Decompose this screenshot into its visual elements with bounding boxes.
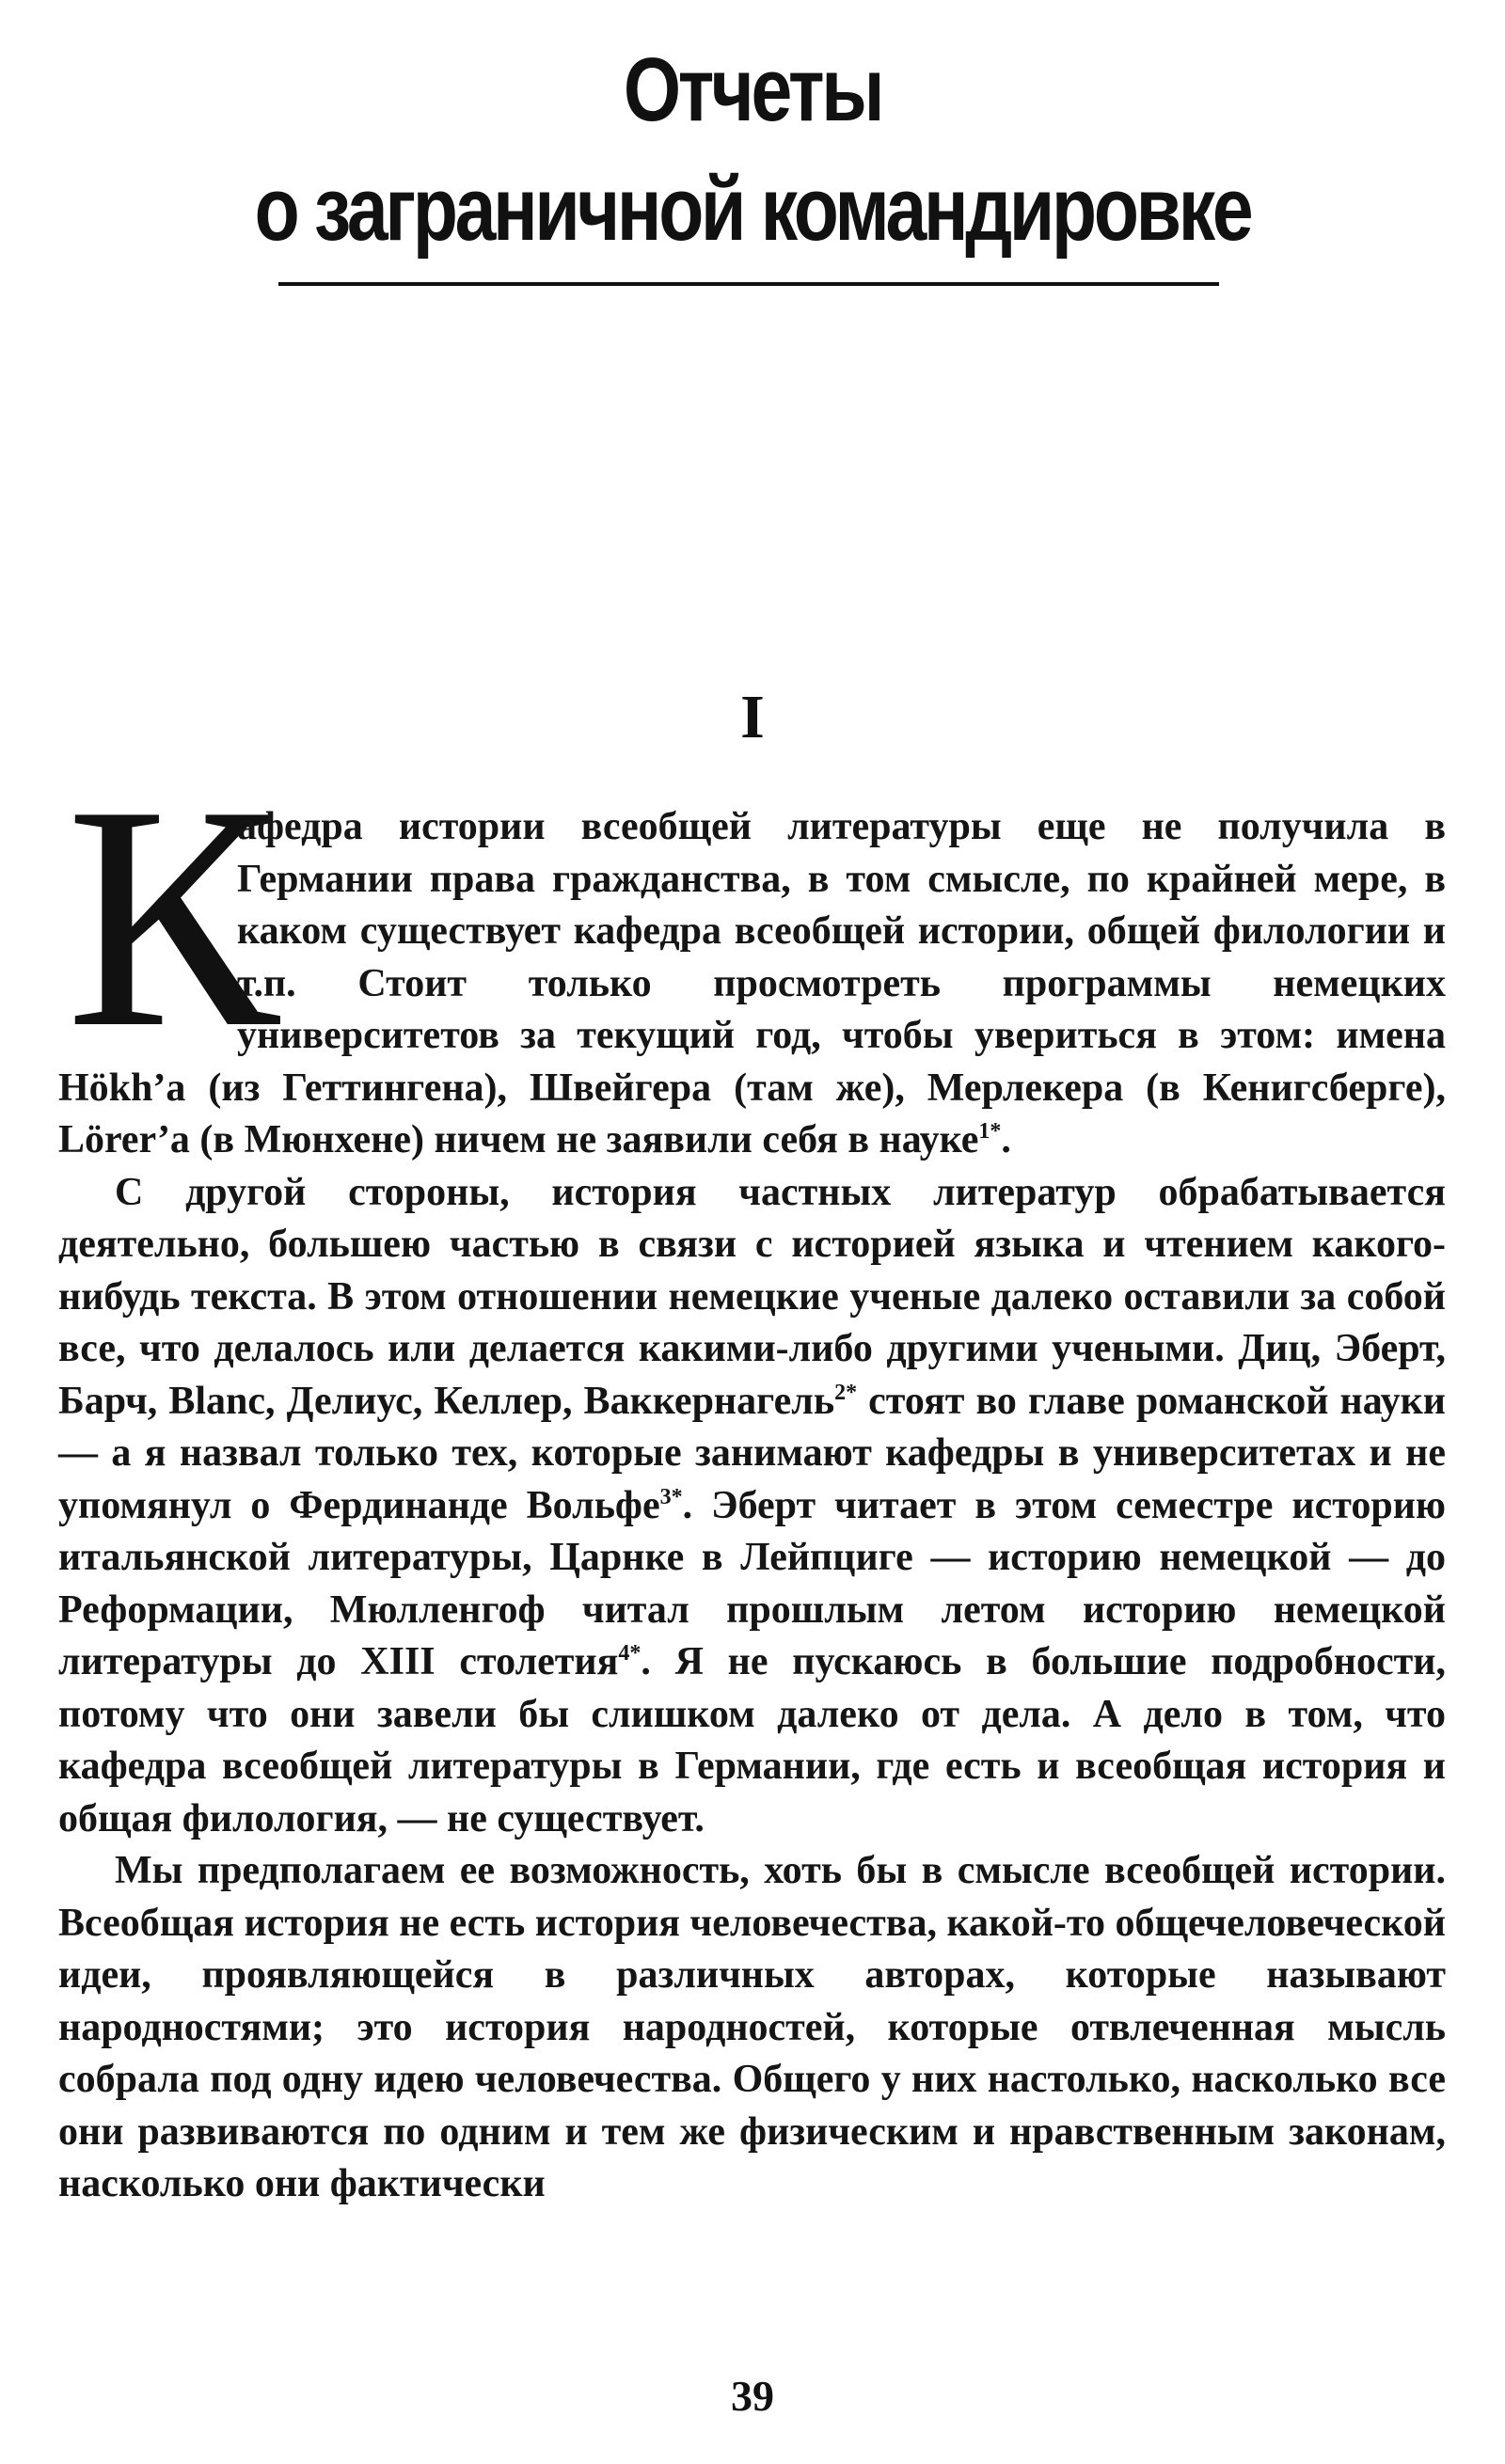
paragraph-2 (58, 1167, 1446, 1846)
paragraph-1 (58, 801, 1446, 1167)
paragraph-1-end: . (1001, 1118, 1011, 1161)
body-text (58, 801, 1446, 2211)
title-divider (278, 282, 1219, 286)
footnote-ref-1: 1* (978, 1119, 1002, 1144)
page-number: 39 (731, 2372, 774, 2420)
chapter-title-line-2: о заграничной командировке (254, 159, 1251, 260)
paragraph-1-text: афедра истории всеобщей литературы еще не получила в Германии права гражданства, в том смысле, по крайней мере, в каком существует кафедра всеобщей истории, общей филологии и т.п. Стоит только просмотреть программы немецких университетов за текущий год, чтобы увериться в этом: имена Hökh’a (из Геттингена), Швейгера (там же), Мерлекера (в Кенигсберге), Lörer’a (в Мюнхене) ничем не заявили себя в науке (58, 805, 1446, 1161)
footnote-ref-4: 4* (618, 1641, 642, 1666)
drop-cap: К (66, 739, 279, 1094)
drop-cap-space (58, 801, 237, 1050)
chapter-title-line-1: Отчеты (623, 39, 882, 140)
section-number: I (740, 683, 765, 751)
paragraph-2-text-d: . Я не пускаюсь в большие подробности, потому что они завели бы слишком далеко от дела. А дело в том, что кафедра всеобщей литературы в Германии, где есть и всеобщая история и общая филология, — не существует. (58, 1640, 1446, 1840)
footnote-ref-2: 2* (834, 1380, 858, 1405)
footnote-ref-3: 3* (659, 1484, 683, 1509)
paragraph-2-text-a: С другой стороны, история частных литератур обрабатывается деятельно, большею частью в связи с историей языка и чтением какого-нибудь текста. В этом отношении немецкие ученые далеко оставили за собой все, что делалось или делается какими-либо другими учеными. Диц, Эберт, Барч, Blanc, Делиус, Келлер, Ваккернагель (58, 1170, 1446, 1423)
paragraph-3: Мы предполагаем ее возможность, хоть бы в смысле всеобщей истории. Всеобщая история не есть история человечества, какой-то общечеловеческой идеи, проявляющейся в различных авторах, которые называют народностями; это история народностей, которые отвлеченная мысль собрала под одну идею человечества. Общего у них настолько, насколько все они развиваются по одним и тем же физическим и нравственным законам, насколько они фактически (58, 1849, 1446, 2205)
paragraph-2-text-c: . Эберт читает в этом семестре историю итальянской литературы, Царнке в Лейпциге — историю немецкой — до Реформации, Мюлленгоф читал прошлым летом историю немецкой литературы до XIII столетия (58, 1483, 1446, 1683)
paragraph-2-text-b: стоят во главе романской науки — а я назвал только тех, которые занимают кафедры в университетах и не упомянул о Фердинанде Вольфе (58, 1379, 1446, 1527)
